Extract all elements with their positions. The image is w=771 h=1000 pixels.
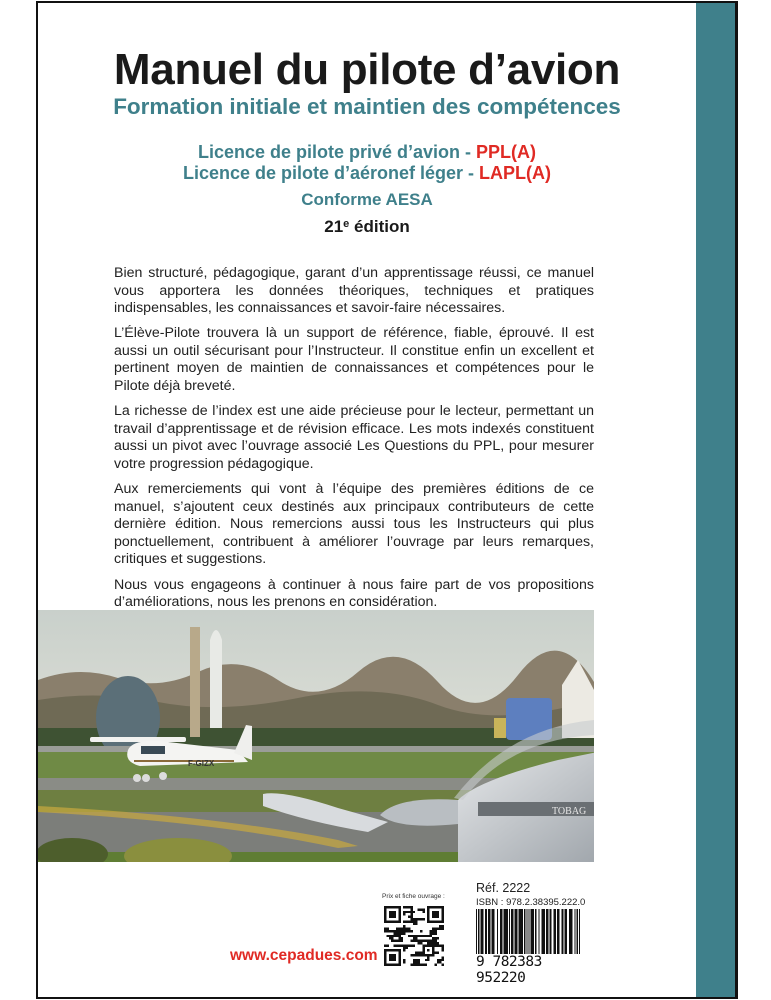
licence-line-ppl (38, 142, 696, 163)
paragraph: La richesse de l’index est une aide précieuse pour le lecteur, permettant un travail d’apprentissage et de révision efficace. Les mots indexés constituent aussi un pivot avec l’ouvrage associé Les Questions du PPL, pour mesurer votre progression pédagogique. (114, 403, 594, 472)
paragraph: L’Élève-Pilote trouvera là un support de référence, fiable, éprouvé. Il est aussi un outil sécurisant pour l’Instructeur. Il constitue enfin un excellent et pertinent moyen de maintien de connaissances et compétences pour le Pilote déjà breveté. (114, 325, 594, 395)
licence-text: Licence de pilote privé d’avion - (197, 142, 477, 162)
description-text (114, 265, 594, 619)
publisher-website-link[interactable]: www.cepadues.com (230, 947, 378, 964)
edition-superscript: e (343, 218, 350, 230)
spine-color-band (696, 3, 735, 997)
book-title: Manuel du pilote d’avion (113, 45, 621, 94)
qr-code[interactable] (384, 905, 444, 967)
tower (190, 627, 200, 737)
paragraph: Bien structuré, pédagogique, garant d’un apprentissage réussi, ce manuel vous apportera les données théoriques, techniques et pratiques indispensables, les connaissances et savoir-faire nécessaires. (114, 265, 594, 317)
book-subtitle: Formation initiale et maintien des compétences (113, 94, 621, 119)
licence-code: LAPL(A) (479, 163, 552, 183)
airfield-photo (38, 610, 594, 862)
book-back-cover (36, 1, 738, 999)
edition-word: édition (349, 217, 410, 236)
licence-code: PPL(A) (476, 142, 537, 162)
paragraph: Aux remerciements qui vont à l’équipe des premières éditions de ce manuel, s’ajoutent ceux destinés aux principaux contributeurs de cette dernière édition. Nous remercions aussi tous les Instructeurs qui plus ponctuellement, contribuent à améliorer l’ouvrage par leurs remarques, critiques et suggestions. (114, 481, 594, 568)
paragraph: Nous vous engageons à continuer à nous faire part de vos propositions d’améliorations, nous les prenons en considération. (114, 576, 594, 611)
rocket (210, 630, 222, 728)
edition-number: 21 (324, 217, 344, 236)
licence-line-lapl (38, 163, 696, 184)
reference-number: Réf. 2222 (476, 881, 531, 895)
licence-text: Licence de pilote d’aéronef léger - (182, 163, 480, 183)
conformity-label: Conforme AESA (301, 190, 433, 209)
qr-code-label: Prix et fiche ouvrage : (382, 893, 445, 900)
aircraft-name: TOBAG (552, 806, 587, 817)
isbn-number: ISBN : 978.2.38395.222.0 (476, 897, 586, 908)
edition-label (38, 217, 696, 237)
barcode-digits: 9 782383 952220 (476, 954, 582, 986)
aircraft-registration: F-GIZX (188, 759, 215, 768)
